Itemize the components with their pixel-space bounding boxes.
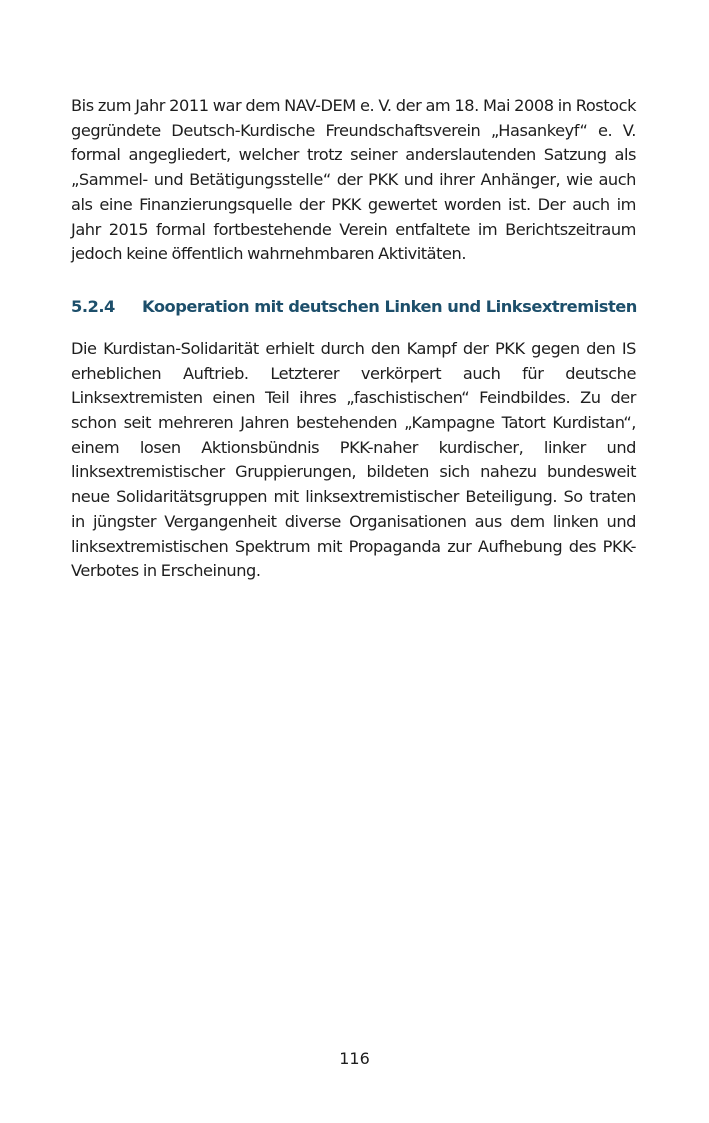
paragraph-1: Bis zum Jahr 2011 war dem NAV-DEM e. V. der am 18. Mai 2008 in Rostock gegründete Deutsch-Kurdische Freundschaftsverein „Hasankeyf“ e. V. formal angegliedert, welcher trotz seiner anderslautenden Satzung als „Sammel- und Betätigungsstelle“ der PKK und ihrer Anhänger, wie auch als eine Finanzierungsquelle der PKK gewertet worden ist. Der auch im Jahr 2015 formal fortbestehende Verein entfaltete im Berichtszeitraum jedoch keine öffentlich wahrnehmbaren Aktivitäten. <box>71 96 636 264</box>
document-body <box>71 94 636 584</box>
section-number: 5.2.4 <box>71 296 115 316</box>
paragraph-2: Die Kurdistan-Solidarität erhielt durch den Kampf der PKK gegen den IS erheblichen Auftrieb. Letzterer verkörpert auch für deutsche Linksextremisten einen Teil ihres „faschistischen“ Feindbildes. Zu der schon seit mehreren Jahren bestehenden „Kampagne Tatort Kurdistan“, einem losen Aktionsbündnis PKK-naher kurdischer, linker und linksextremistischer Gruppierungen, bildeten sich nahezu bundesweit neue Solidaritätsgruppen mit linksextremistischer Beteiligung. So traten in jüngster Vergangenheit diverse Organisationen aus dem linken und linksextremistischen Spektrum mit Propaganda zur Aufhebung des PKK-Verbotes in Erscheinung. <box>71 338 636 581</box>
section-title: Kooperation mit deutschen Linken und Linksextremisten <box>142 296 637 316</box>
section-heading <box>71 297 636 321</box>
page-number: 116 <box>339 1049 370 1068</box>
